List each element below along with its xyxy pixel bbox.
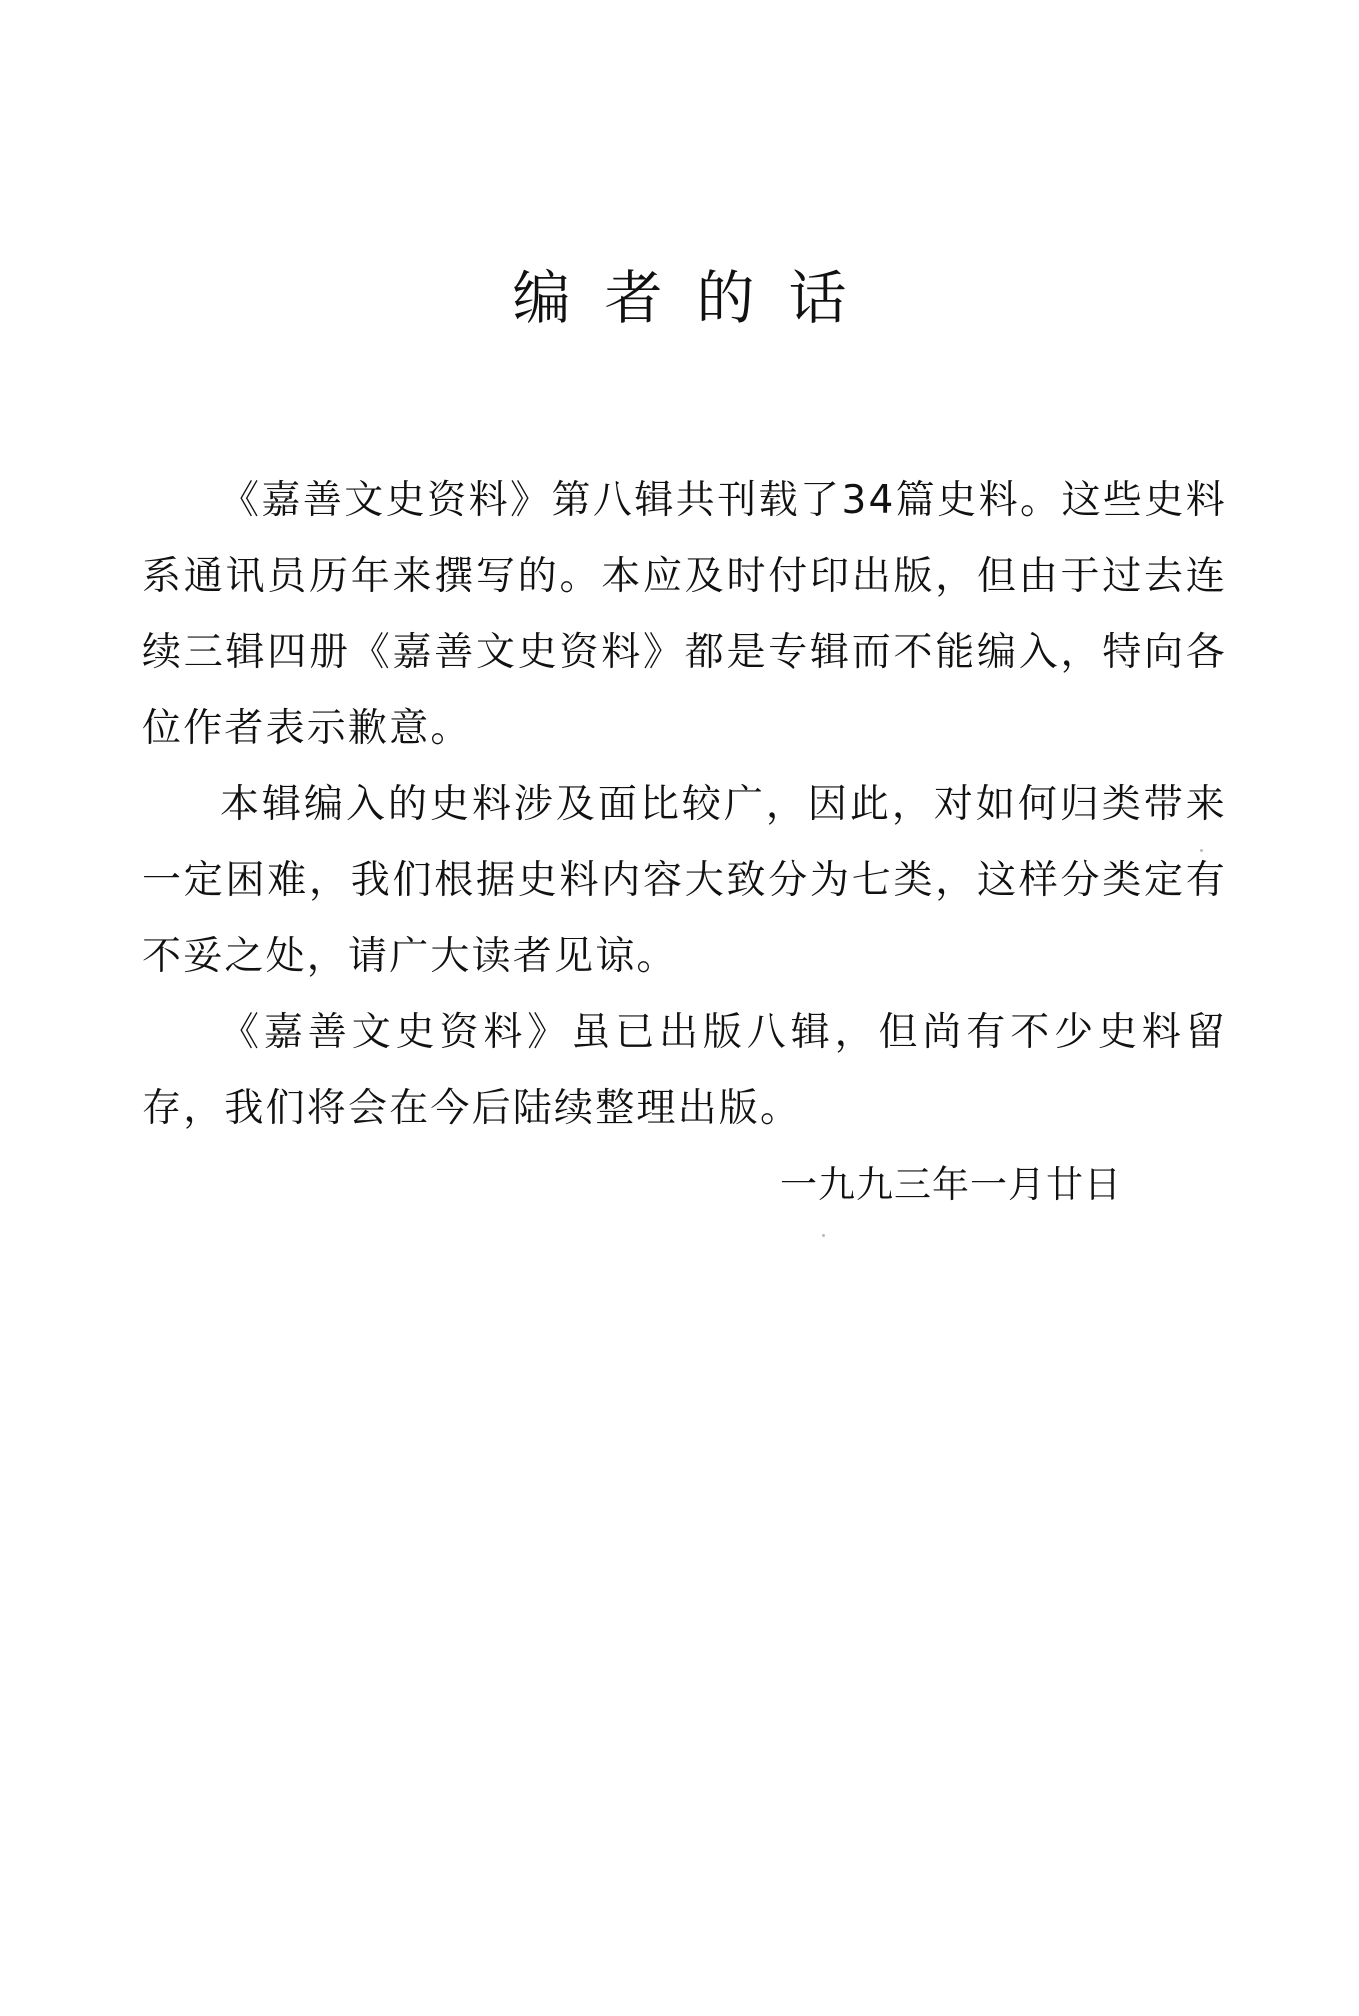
scan-speck	[1200, 849, 1203, 852]
paragraph-classification: 本辑编入的史料涉及面比较广，因此，对如何归类带来一定困难，我们根据史料内容大致分为七类，这样分类定有不妥之处，请广大读者见谅。	[142, 782, 1227, 979]
paragraph-future: 《嘉善文史资料》虽已出版八辑，但尚有不少史料留存，我们将会在今后陆续整理出版。	[142, 1010, 1227, 1131]
scan-speck	[822, 1234, 825, 1237]
page-title: 编者的话	[512, 264, 881, 332]
date-line: 一九九三年一月廿日	[780, 1163, 1122, 1206]
body-text	[142, 463, 1227, 1147]
paragraph-intro: 《嘉善文史资料》第八辑共刊载了34篇史料。这些史料系通讯员历年来撰写的。本应及时付印出版，但由于过去连续三辑四册《嘉善文史资料》都是专辑而不能编入，特向各位作者表示歉意。	[142, 478, 1227, 751]
